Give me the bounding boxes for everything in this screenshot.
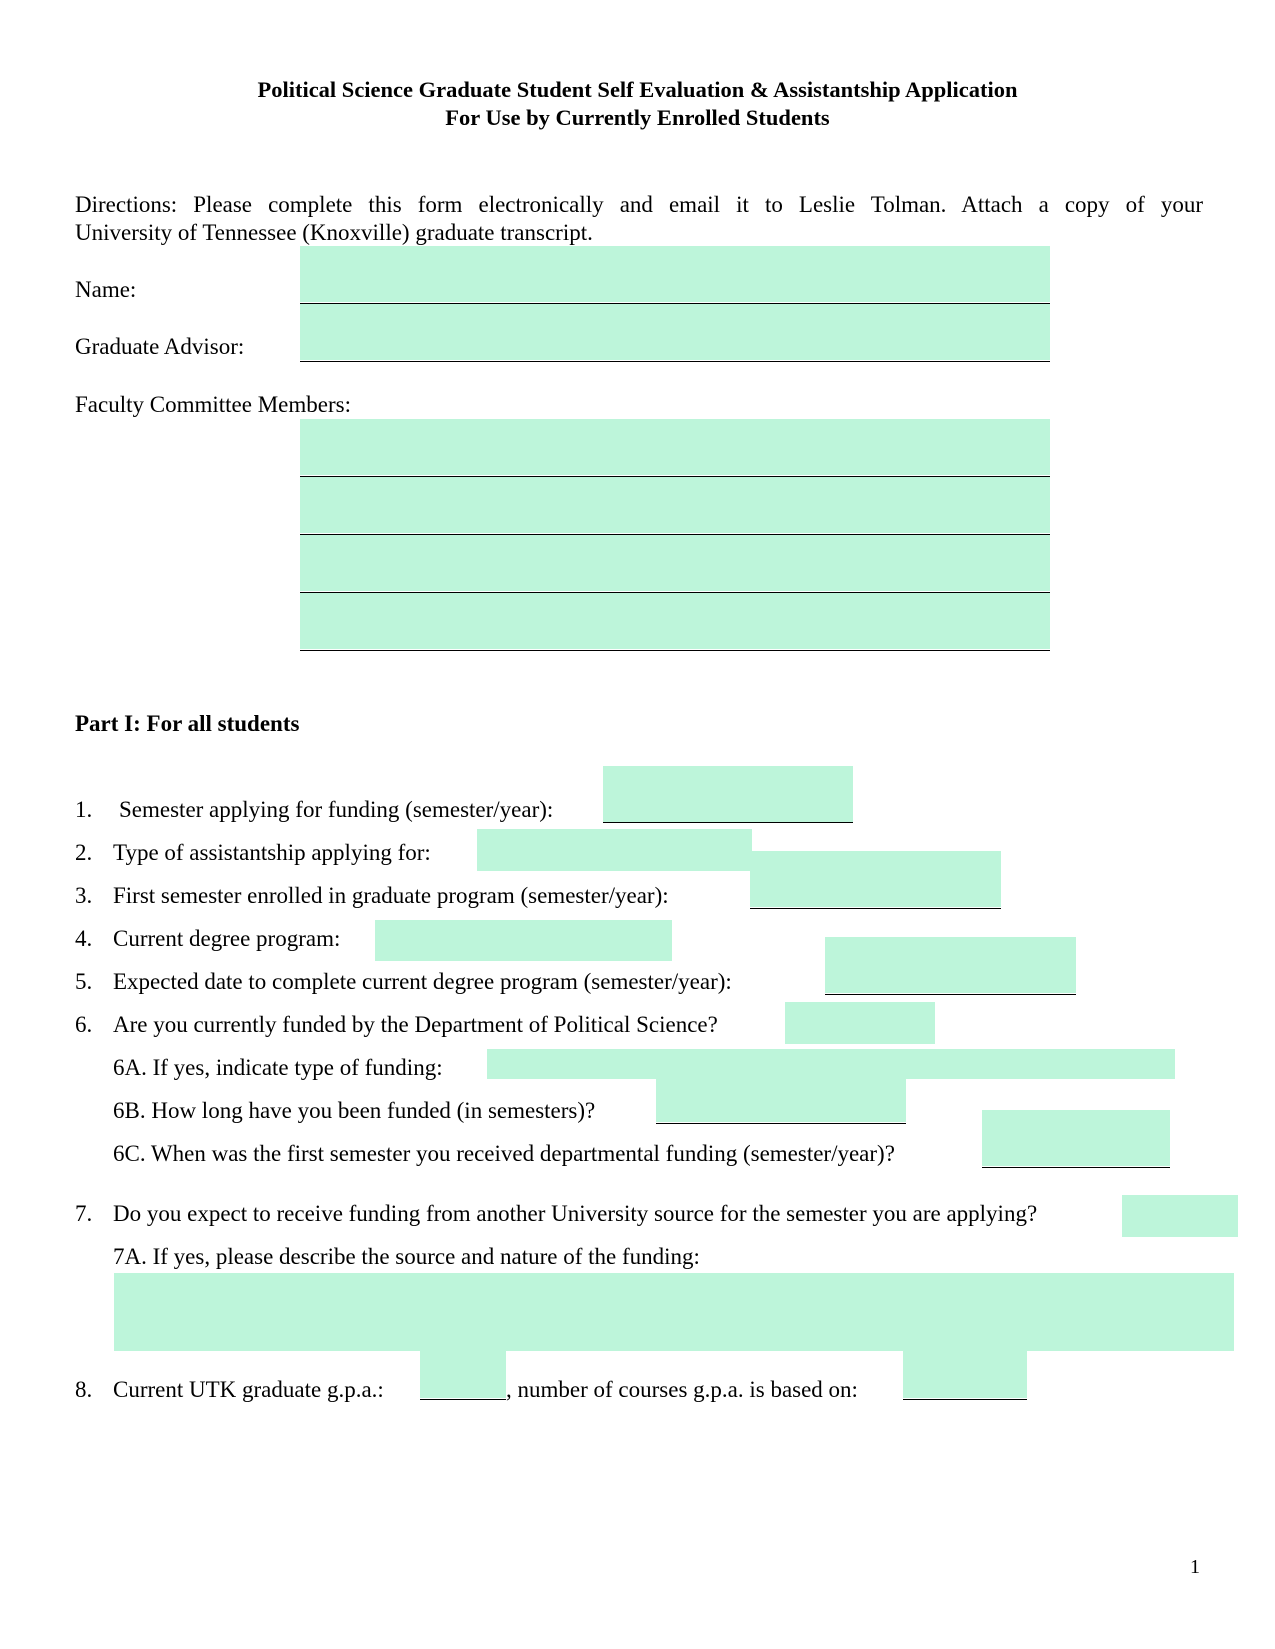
advisor-label: Graduate Advisor: xyxy=(75,334,245,359)
question-6a: 6A. If yes, indicate type of funding: xyxy=(113,1055,443,1080)
question-1-number: 1. xyxy=(75,797,93,822)
question-7-number: 7. xyxy=(75,1201,93,1226)
first-funding-semester-field[interactable] xyxy=(982,1110,1170,1166)
title-line-2: For Use by Currently Enrolled Students xyxy=(445,105,830,130)
question-4-number: 4. xyxy=(75,926,93,951)
name-label: Name: xyxy=(75,277,137,302)
first-semester-underline xyxy=(750,908,1001,909)
question-3-number: 3. xyxy=(75,883,93,908)
committee-underline-4 xyxy=(300,650,1050,651)
first-semester-field[interactable] xyxy=(750,851,1001,907)
question-1-text: Semester applying for funding (semester/year): xyxy=(119,797,554,822)
advisor-field[interactable] xyxy=(300,304,1050,360)
directions-line-1: Directions: Please complete this form electronically and email it to Leslie Tolman. Attach a copy of your xyxy=(75,192,1203,217)
question-6-number: 6. xyxy=(75,1012,93,1037)
question-8-number: 8. xyxy=(75,1377,93,1402)
question-7 xyxy=(75,1200,1037,1228)
first-funding-semester-underline xyxy=(982,1167,1170,1168)
question-7-text: Do you expect to receive funding from another University source for the semester you are applying? xyxy=(113,1201,1038,1226)
part1-heading: Part I: For all students xyxy=(75,711,300,736)
page-number: 1 xyxy=(1190,1556,1200,1578)
gpa-underline xyxy=(420,1399,506,1400)
directions-line-2: University of Tennessee (Knoxville) graduate transcript. xyxy=(75,220,593,245)
committee-field-4[interactable] xyxy=(300,593,1050,649)
question-6-text: Are you currently funded by the Department of Political Science? xyxy=(113,1012,718,1037)
expected-completion-underline xyxy=(825,994,1076,995)
question-4 xyxy=(75,925,340,953)
question-2-number: 2. xyxy=(75,840,93,865)
course-count-field[interactable] xyxy=(903,1342,1027,1398)
question-6b: 6B. How long have you been funded (in semesters)? xyxy=(113,1098,596,1123)
degree-program-field[interactable] xyxy=(375,920,672,961)
expected-completion-field[interactable] xyxy=(825,937,1076,993)
question-2 xyxy=(75,839,431,867)
title-line-1: Political Science Graduate Student Self Evaluation & Assistantship Application xyxy=(257,77,1018,102)
committee-field-1[interactable] xyxy=(300,419,1050,475)
question-5 xyxy=(75,968,732,996)
question-5-text: Expected date to complete current degree program (semester/year): xyxy=(113,969,732,994)
other-funding-field[interactable] xyxy=(1122,1195,1238,1237)
name-field[interactable] xyxy=(300,246,1050,302)
course-count-underline xyxy=(903,1399,1027,1400)
advisor-underline xyxy=(300,361,1050,362)
question-5-number: 5. xyxy=(75,969,93,994)
funded-semesters-field[interactable] xyxy=(656,1066,906,1122)
committee-field-2[interactable] xyxy=(300,477,1050,533)
course-count-label: , number of courses g.p.a. is based on: xyxy=(506,1377,858,1402)
question-1 xyxy=(75,796,553,824)
question-7a: 7A. If yes, please describe the source and nature of the funding: xyxy=(113,1244,700,1269)
question-2-text: Type of assistantship applying for: xyxy=(113,840,431,865)
semester-applying-underline xyxy=(603,822,853,823)
funded-semesters-underline xyxy=(656,1123,906,1124)
question-6c: 6C. When was the first semester you received departmental funding (semester/year)? xyxy=(113,1141,895,1166)
committee-label: Faculty Committee Members: xyxy=(75,392,351,417)
question-8 xyxy=(75,1376,384,1404)
question-6 xyxy=(75,1011,718,1039)
currently-funded-field[interactable] xyxy=(785,1002,935,1044)
gpa-field[interactable] xyxy=(420,1342,506,1398)
question-3-text: First semester enrolled in graduate program (semester/year): xyxy=(113,883,669,908)
funding-description-field[interactable] xyxy=(114,1273,1234,1351)
assistantship-type-field[interactable] xyxy=(477,829,752,871)
question-3 xyxy=(75,882,669,910)
committee-field-3[interactable] xyxy=(300,535,1050,591)
gpa-label: Current UTK graduate g.p.a.: xyxy=(113,1377,384,1402)
semester-applying-field[interactable] xyxy=(603,766,853,822)
question-4-text: Current degree program: xyxy=(113,926,341,951)
